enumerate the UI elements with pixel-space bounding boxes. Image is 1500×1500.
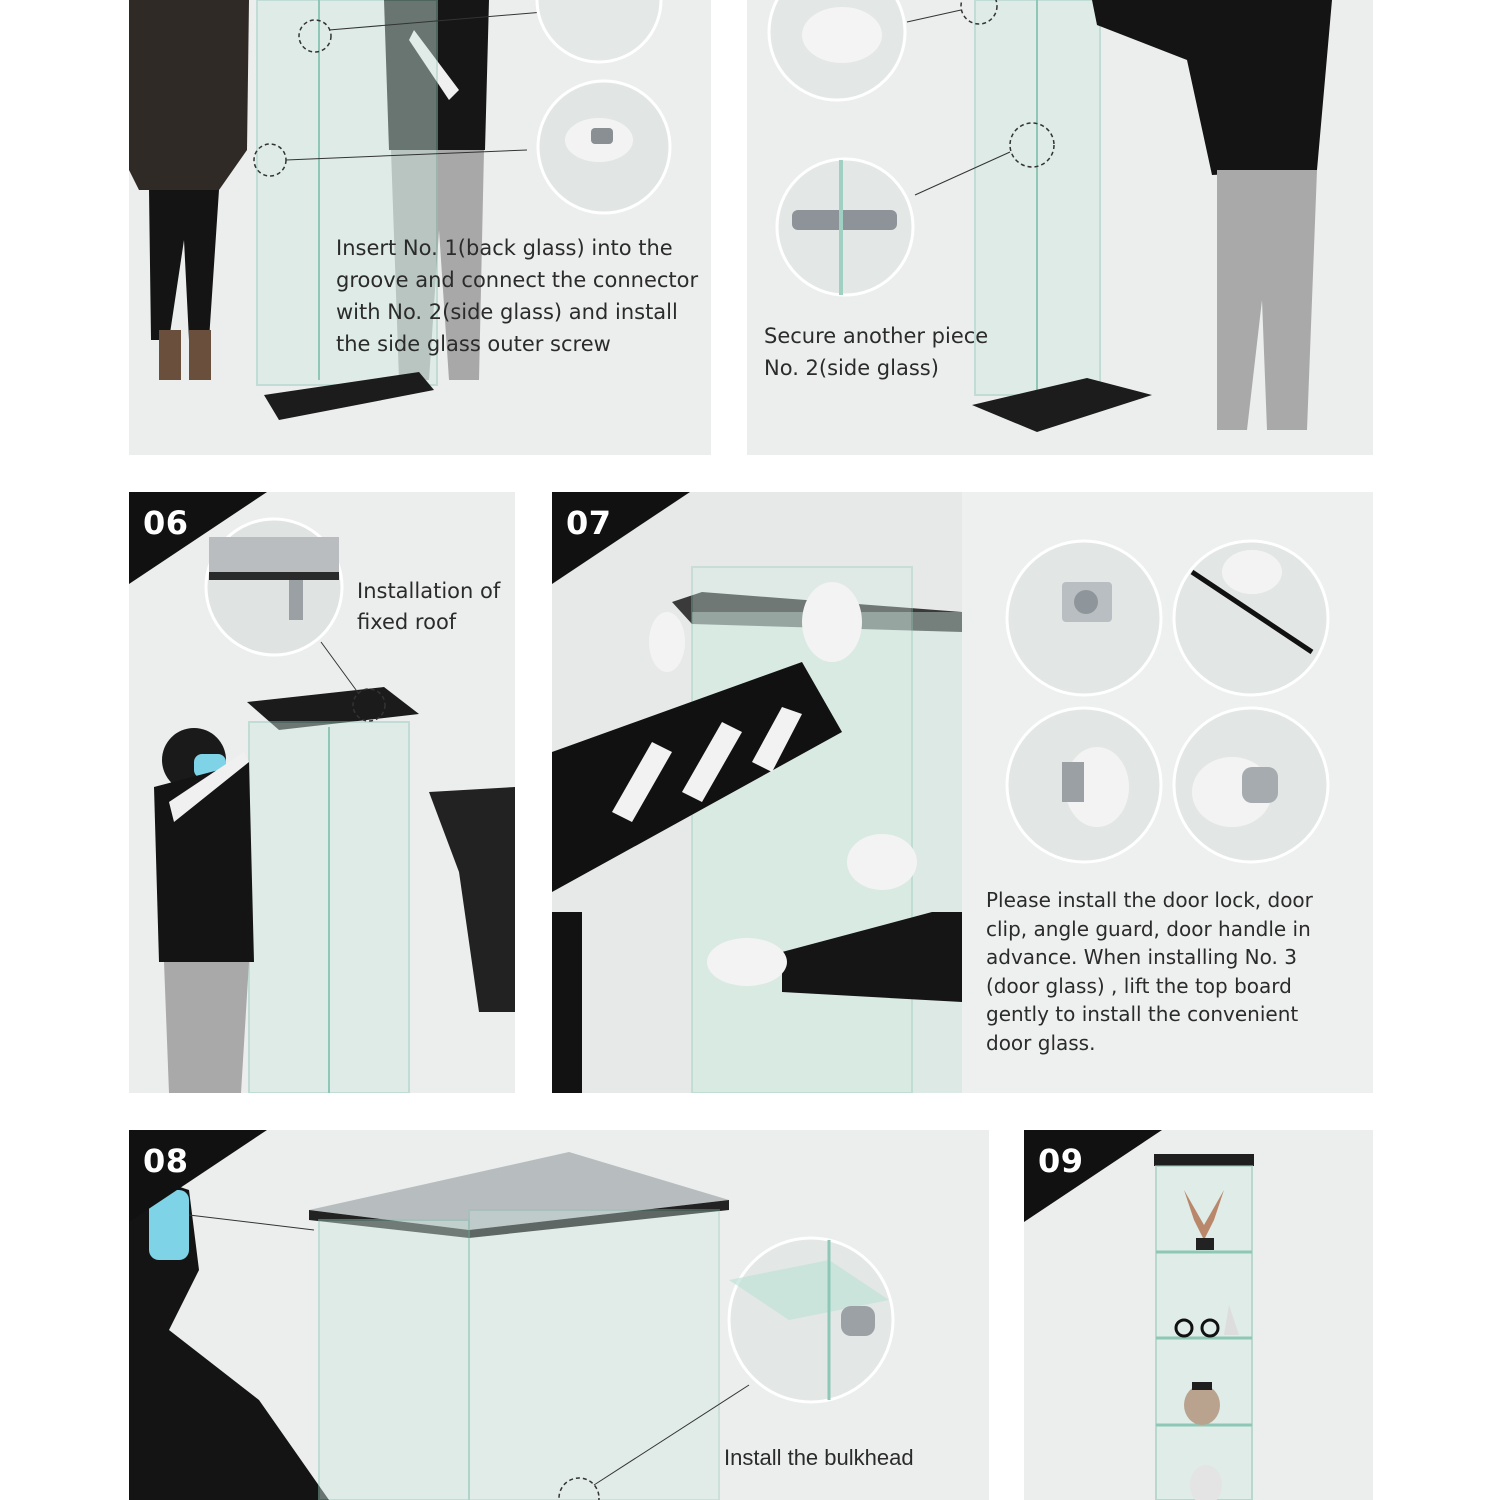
step-07-number: 07 (566, 504, 612, 542)
step-05-panel (747, 0, 1373, 455)
step-09-panel (1024, 1130, 1373, 1500)
step-04-photo (129, 0, 711, 455)
step-06-number: 06 (143, 504, 189, 542)
step-07-panel (552, 492, 1373, 1093)
step-04-panel (129, 0, 711, 455)
step-05-caption: Secure another piece No. 2(side glass) (764, 324, 989, 380)
step-06-caption: Installation of fixed roof (357, 579, 501, 634)
step-06-panel (129, 492, 515, 1093)
step-08-caption: Install the bulkhead (724, 1445, 914, 1470)
step-05-photo (747, 0, 1373, 455)
step-08-number: 08 (143, 1142, 189, 1180)
step-07-caption: Please install the door lock, door clip, angle guard, door handle in advance. When installing No. 3 (door glass) , lift the top board gently to install the convenient door glass. (986, 888, 1313, 1055)
step-09-number: 09 (1038, 1142, 1084, 1180)
step-04-caption: Insert No. 1(back glass) into the groove and connect the connector with No. 2(side glass) and install the side glass outer screw (336, 236, 699, 356)
step-08-panel (129, 1130, 989, 1500)
